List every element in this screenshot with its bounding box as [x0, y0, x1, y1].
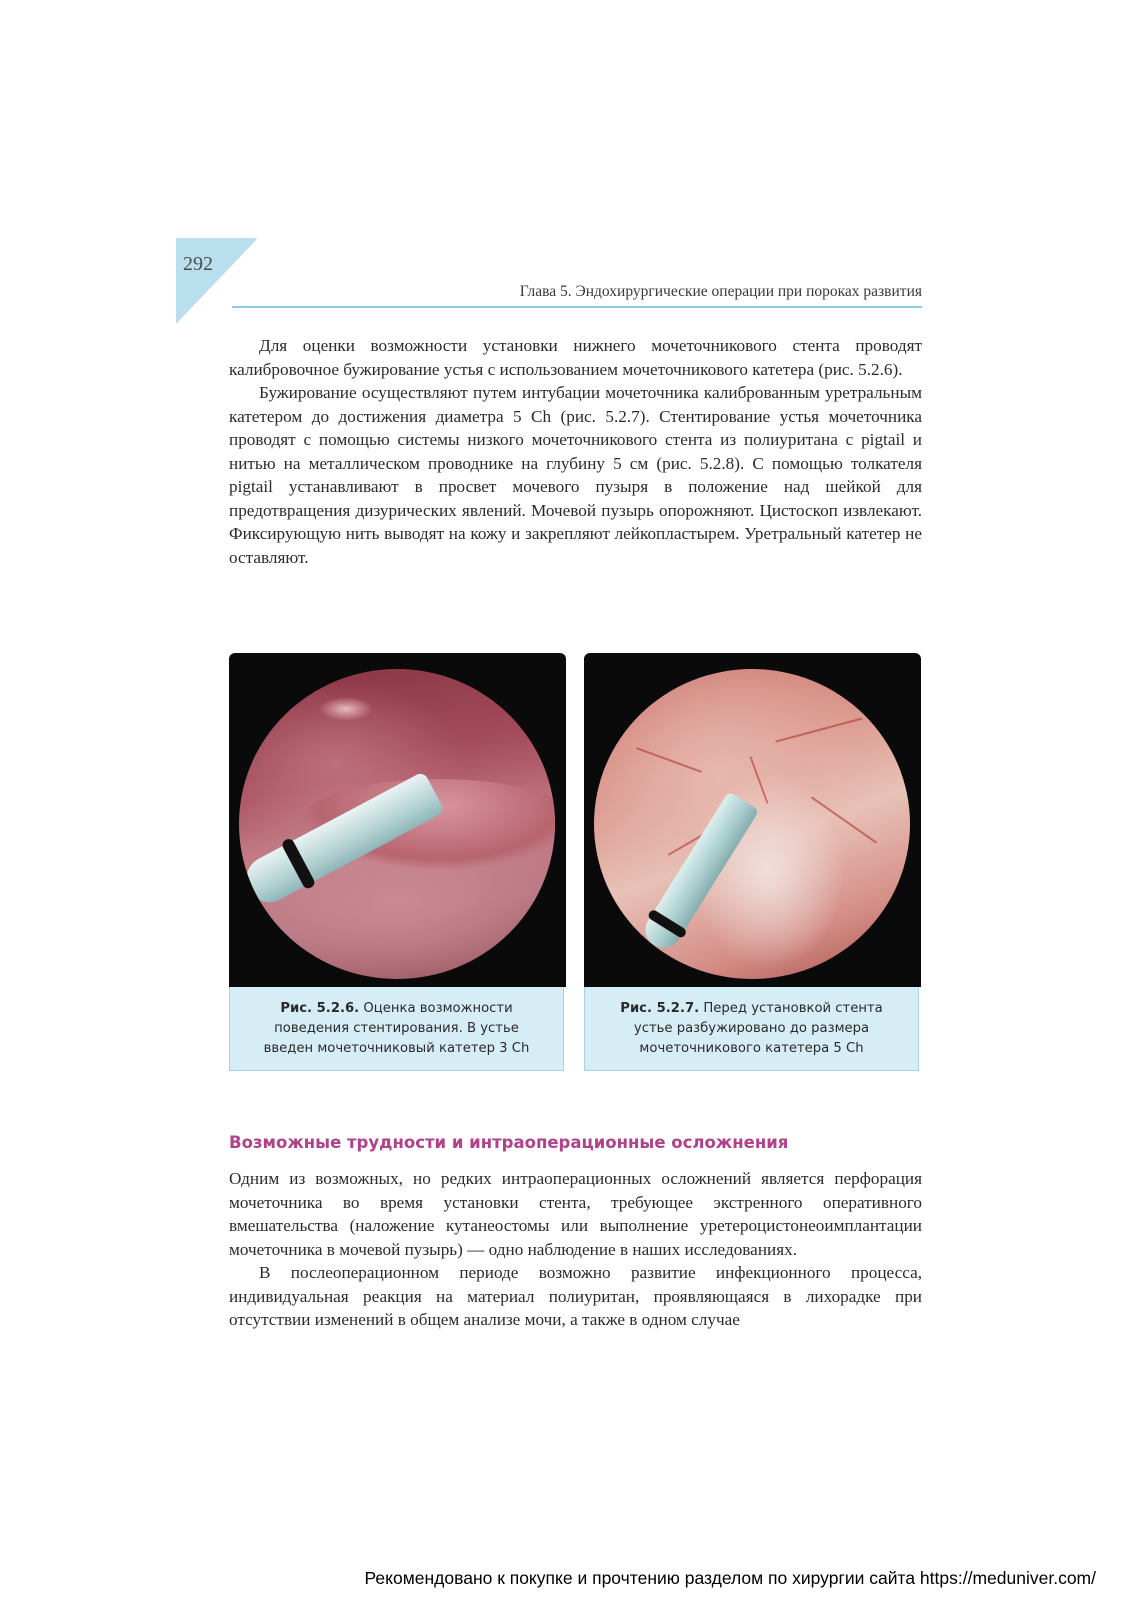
figure-caption [584, 987, 919, 1071]
body-text-top [229, 334, 922, 569]
figure-caption [229, 987, 564, 1071]
footer-note: Рекомендовано к покупке и прочтению разделом по хирургии сайта https://meduniver.com/ [364, 1568, 1096, 1588]
caption-text: Оценка возможности поведения стентирования. В устье введен мочеточниковый катетер 3 Ch [263, 1000, 530, 1056]
endoscope-view [594, 669, 910, 979]
page-number: 292 [183, 253, 213, 275]
paragraph: Для оценки возможности установки нижнего мочеточникового стента проводят калибровочное бужирование устья с использованием мочеточникового катетера (рис. 5.2.6). [229, 336, 922, 379]
endoscopic-photo [229, 653, 566, 987]
paragraph: Бужирование осуществляют путем интубации мочеточника калиброванным уретральным катетером до достижения диаметра 5 Ch (рис. 5.2.7). Стентирование устья мочеточника проводят с помощью системы низкого мочеточникового стента из полиуритана с pigtail и нитью на металлическом проводнике на глубину 5 см (рис. 5.2.8). С помощью толкателя pigtail устанавливают в просвет мочевого пузыря в положение над шейкой для предотвращения дизурических явлений. Мочевой пузырь опорожняют. Цистоскоп извлекают. Фиксирующую нить выводят на кожу и закрепляют лейкопластырем. Уретральный катетер не оставляют. [229, 383, 922, 567]
paragraph: Одним из возможных, но редких интраоперационных осложнений является перфорация мочеточника во время установки стента, требующее экстренного оперативного вмешательства (наложение кутанеостомы или выполнение уретероцистонеоимплантации мочеточника в мочевой пузырь) — одно наблюдение в наших исследованиях. [229, 1169, 922, 1259]
figure-label: Рис. 5.2.7. [620, 1000, 700, 1016]
endoscopic-photo [584, 653, 921, 987]
section-heading: Возможные трудности и интраоперационные осложнения [229, 1133, 789, 1152]
figure-5-2-6 [229, 653, 566, 1072]
header-rule [232, 306, 922, 308]
endoscope-view [239, 669, 555, 979]
caption-text: Перед установкой стента устье разбужировано до размера мочеточникового катетера 5 Ch [633, 1000, 883, 1056]
figure-label: Рис. 5.2.6. [280, 1000, 360, 1016]
paragraph: В послеоперационном периоде возможно развитие инфекционного процесса, индивидуальная реакция на материал полиуритан, проявляющаяся в лихорадке при отсутствии изменений в общем анализе мочи, а также в одном случае [229, 1263, 922, 1329]
figure-5-2-7 [584, 653, 921, 1072]
page-corner-tab [176, 238, 258, 324]
running-head: Глава 5. Эндохирургические операции при пороках развития [519, 283, 922, 300]
ureteral-catheter [639, 791, 760, 954]
body-text-bottom [229, 1167, 922, 1332]
